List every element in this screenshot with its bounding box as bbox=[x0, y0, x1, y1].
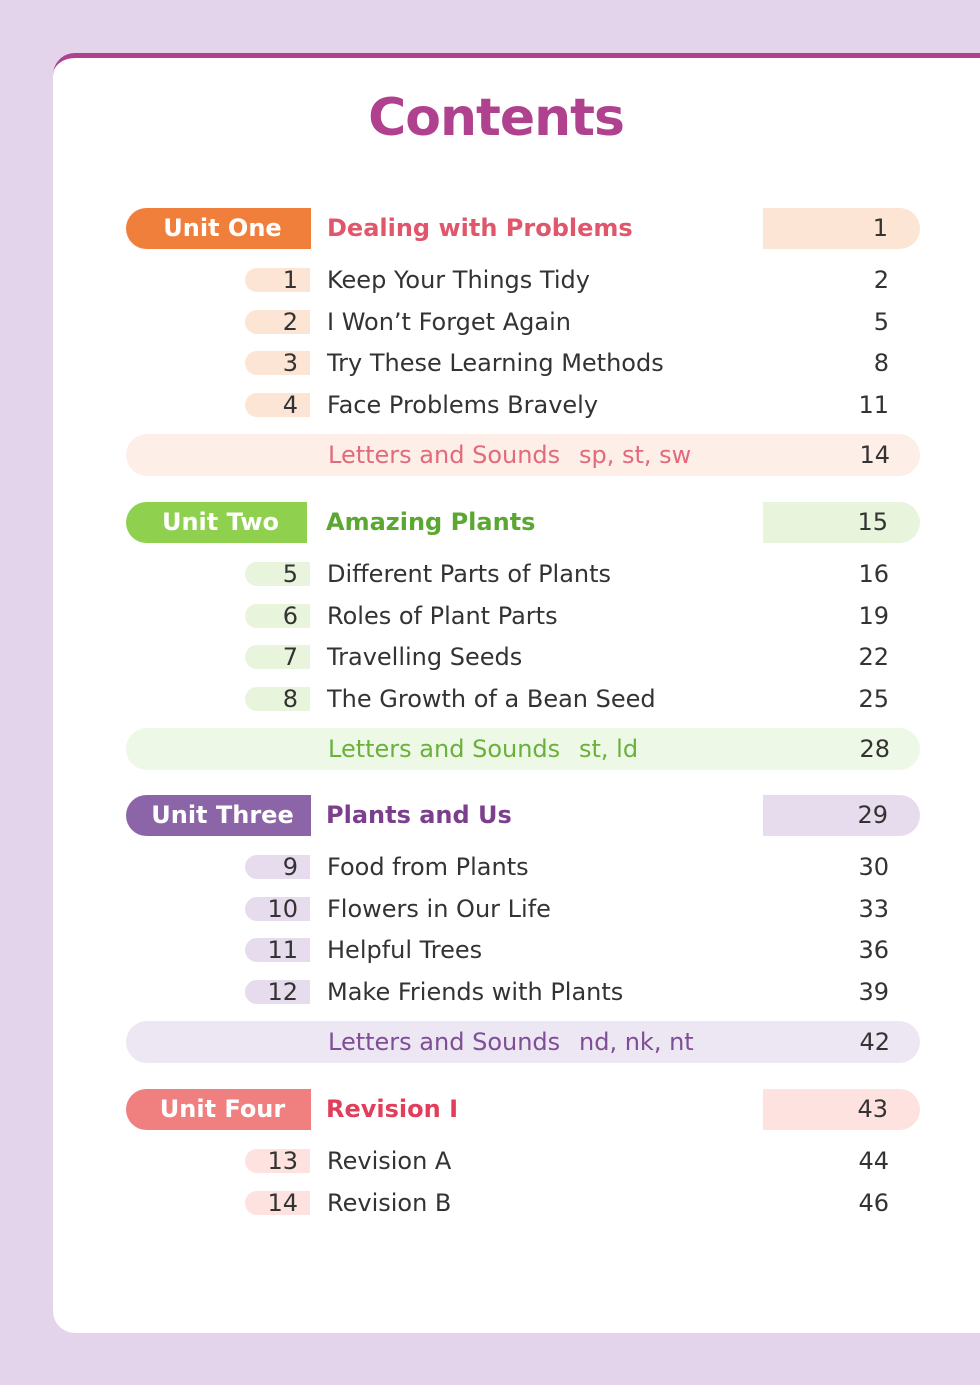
lesson-title: Revision B bbox=[327, 1188, 452, 1217]
lesson-page-number: 2 bbox=[873, 266, 889, 294]
lesson-number: 14 bbox=[245, 1191, 310, 1215]
unit-title: Amazing Plants bbox=[326, 508, 536, 536]
unit-label-pill: Unit Two bbox=[126, 502, 307, 543]
lesson-page-number: 44 bbox=[858, 1147, 889, 1175]
lesson-number: 13 bbox=[245, 1149, 310, 1173]
unit-label-pill: Unit One bbox=[126, 208, 311, 249]
lesson-number: 6 bbox=[245, 604, 310, 628]
unit-page-number: 1 bbox=[763, 208, 920, 249]
lesson-page-number: 33 bbox=[858, 894, 889, 923]
unit-header[interactable] bbox=[0, 502, 980, 544]
letters-and-sounds-letters: nd, nk, nt bbox=[579, 1028, 694, 1056]
lesson-row[interactable] bbox=[0, 930, 980, 972]
lesson-page-number: 19 bbox=[858, 601, 889, 630]
lesson-row[interactable] bbox=[0, 343, 980, 385]
lesson-number: 4 bbox=[245, 393, 310, 417]
lesson-number: 7 bbox=[245, 645, 310, 669]
lesson-title: Different Parts of Plants bbox=[327, 560, 612, 588]
lesson-page-number: 25 bbox=[858, 684, 889, 713]
unit-one-section bbox=[0, 208, 980, 476]
lesson-row[interactable] bbox=[0, 260, 980, 302]
lesson-number: 3 bbox=[245, 351, 310, 375]
lesson-row[interactable] bbox=[0, 679, 980, 721]
lesson-title: Revision A bbox=[327, 1147, 452, 1175]
lesson-row[interactable] bbox=[0, 302, 980, 344]
lesson-page-number: 46 bbox=[858, 1188, 889, 1217]
lesson-number: 5 bbox=[245, 562, 310, 586]
lesson-title: The Growth of a Bean Seed bbox=[327, 684, 656, 713]
lesson-title: Try These Learning Methods bbox=[327, 349, 664, 377]
unit-header[interactable] bbox=[0, 795, 980, 837]
lesson-row[interactable] bbox=[0, 385, 980, 427]
lesson-title: I Won’t Forget Again bbox=[327, 307, 571, 336]
lesson-row[interactable] bbox=[0, 847, 980, 889]
unit-header[interactable] bbox=[0, 208, 980, 250]
unit-title: Revision I bbox=[326, 1095, 458, 1123]
lesson-number: 11 bbox=[245, 938, 310, 962]
lesson-page-number: 22 bbox=[858, 643, 889, 671]
lesson-row[interactable] bbox=[0, 1183, 980, 1225]
letters-and-sounds-label: Letters and Sounds bbox=[328, 1028, 561, 1056]
letters-and-sounds-row[interactable] bbox=[126, 728, 920, 770]
letters-and-sounds-page: 42 bbox=[859, 1028, 890, 1056]
letters-and-sounds-row[interactable] bbox=[126, 1021, 920, 1063]
letters-and-sounds-letters: st, ld bbox=[579, 735, 639, 763]
lesson-title: Helpful Trees bbox=[327, 936, 483, 964]
lesson-number: 10 bbox=[245, 897, 310, 921]
unit-page-number: 43 bbox=[763, 1089, 920, 1130]
lesson-page-number: 11 bbox=[858, 390, 889, 419]
lesson-page-number: 5 bbox=[873, 307, 889, 336]
unit-header[interactable] bbox=[0, 1089, 980, 1131]
unit-four-section bbox=[0, 1089, 980, 1224]
lesson-title: Keep Your Things Tidy bbox=[327, 266, 590, 294]
lesson-title: Travelling Seeds bbox=[327, 643, 523, 671]
lesson-row[interactable] bbox=[0, 637, 980, 679]
unit-title: Plants and Us bbox=[326, 801, 512, 829]
lesson-page-number: 36 bbox=[858, 936, 889, 964]
lesson-page-number: 16 bbox=[858, 560, 889, 588]
lesson-title: Roles of Plant Parts bbox=[327, 601, 558, 630]
lesson-page-number: 8 bbox=[873, 349, 889, 377]
lesson-title: Food from Plants bbox=[327, 853, 529, 881]
unit-page-number: 29 bbox=[763, 795, 920, 836]
unit-label-pill: Unit Four bbox=[126, 1089, 311, 1130]
letters-and-sounds-label: Letters and Sounds bbox=[328, 735, 561, 763]
letters-and-sounds-label: Letters and Sounds bbox=[328, 441, 561, 469]
lesson-row[interactable] bbox=[0, 554, 980, 596]
letters-and-sounds-page: 14 bbox=[859, 441, 890, 469]
unit-two-section bbox=[0, 502, 980, 770]
unit-label-pill: Unit Three bbox=[126, 795, 311, 836]
lesson-page-number: 30 bbox=[858, 853, 889, 881]
lesson-row[interactable] bbox=[0, 889, 980, 931]
letters-and-sounds-letters: sp, st, sw bbox=[579, 441, 692, 469]
unit-three-section bbox=[0, 795, 980, 1063]
lesson-title: Flowers in Our Life bbox=[327, 894, 551, 923]
lesson-page-number: 39 bbox=[858, 977, 889, 1006]
lesson-row[interactable] bbox=[0, 972, 980, 1014]
lesson-number: 12 bbox=[245, 980, 310, 1004]
lesson-number: 2 bbox=[245, 310, 310, 334]
lesson-title: Face Problems Bravely bbox=[327, 390, 599, 419]
lesson-row[interactable] bbox=[0, 1141, 980, 1183]
page-title: Contents bbox=[368, 88, 624, 148]
lesson-number: 8 bbox=[245, 687, 310, 711]
lesson-number: 1 bbox=[245, 268, 310, 292]
letters-and-sounds-page: 28 bbox=[859, 735, 890, 763]
unit-title: Dealing with Problems bbox=[327, 214, 633, 242]
lesson-row[interactable] bbox=[0, 596, 980, 638]
letters-and-sounds-row[interactable] bbox=[126, 434, 920, 476]
unit-page-number: 15 bbox=[763, 502, 920, 543]
lesson-title: Make Friends with Plants bbox=[327, 977, 624, 1006]
lesson-number: 9 bbox=[245, 855, 310, 879]
